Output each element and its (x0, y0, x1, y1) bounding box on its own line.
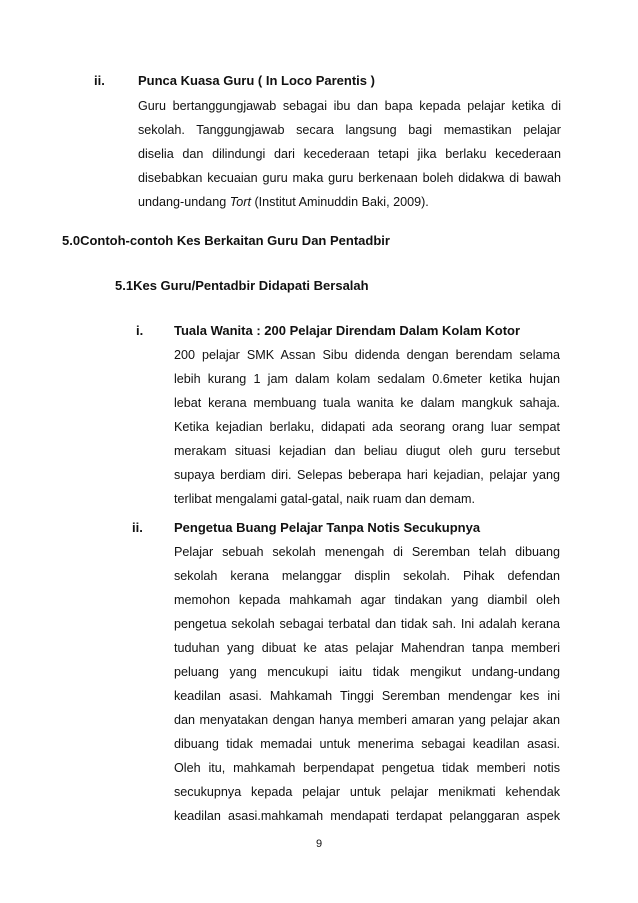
paragraph-line: merakam situasi kejadian dan beliau diugut oleh guru tersebut (174, 444, 560, 458)
case-number: ii. (132, 520, 143, 535)
paragraph-line: Guru bertanggungjawab sebagai ibu dan bapa kepada pelajar ketika di (138, 99, 561, 113)
paragraph-line: diselia dan dilindungi dari kecederaan tetapi jika berlaku kecederaan (138, 147, 561, 161)
paragraph-line: Ketika kejadian berlaku, didapati ada seorang orang luar sempat (174, 420, 560, 434)
paragraph-line: dibuang tidak memadai untuk menerima sebagai keadilan asasi. (174, 737, 560, 751)
paragraph-line: dan menyatakan dengan hanya memberi amaran yang pelajar akan (174, 713, 560, 727)
text-run: undang-undang (138, 195, 230, 209)
paragraph-line (138, 190, 561, 214)
item-paragraph (138, 94, 561, 214)
paragraph-line: sekolah kerana melanggar displin sekolah. Pihak defendan (174, 569, 560, 583)
paragraph-line: supaya berdiam diri. Selepas beberapa hari kejadian, pelajar yang (174, 468, 560, 482)
paragraph-line: keadilan asasi. Mahkamah Tinggi Seremban mendengar kes ini (174, 689, 560, 703)
paragraph-line: Pelajar sebuah sekolah menengah di Seremban telah dibuang (174, 545, 560, 559)
paragraph-line: keadilan asasi.mahkamah mendapati terdapat pelanggaran aspek (174, 809, 560, 823)
case-paragraph (174, 540, 560, 828)
item-number: ii. (94, 73, 105, 88)
paragraph-line: tuduhan yang dibuat ke atas pelajar Mahendran tanpa memberi (174, 641, 560, 655)
subsection-heading: 5.1Kes Guru/Pentadbir Didapati Bersalah (115, 278, 369, 293)
paragraph-line: disebabkan kecuaian guru maka guru berkenaan boleh didakwa di bawah (138, 171, 561, 185)
page-number: 9 (315, 838, 323, 850)
paragraph-line: 200 pelajar SMK Assan Sibu didenda dengan berendam selama (174, 348, 560, 362)
citation: (Institut Aminuddin Baki, 2009). (250, 195, 429, 209)
paragraph-line: Oleh itu, mahkamah berpendapat pengetua tidak memberi notis (174, 761, 560, 775)
italic-term: Tort (229, 195, 251, 209)
case-paragraph (174, 343, 560, 511)
paragraph-line: peluang yang mencukupi iaitu tidak mengikut undang-undang (174, 665, 560, 679)
paragraph-line: pengetua sekolah sebagai terbatal dan tidak sah. Ini adalah kerana (174, 617, 560, 631)
paragraph-line: sekolah. Tanggungjawab secara langsung bagi memastikan pelajar (138, 123, 561, 137)
paragraph-line: terlibat mengalami gatal-gatal, naik ruam dan demam. (174, 492, 476, 506)
paragraph-line: memohon kepada mahkamah agar tindakan yang diambil oleh (174, 593, 560, 607)
case-number: i. (136, 323, 144, 338)
case-title: Pengetua Buang Pelajar Tanpa Notis Secukupnya (174, 520, 481, 535)
paragraph-line: lebih kurang 1 jam dalam kolam sedalam 0.6meter ketika hujan (174, 372, 560, 386)
item-title: Punca Kuasa Guru ( In Loco Parentis ) (138, 73, 375, 88)
paragraph-line: secukupnya kepada pelajar untuk pelajar menikmati kehendak (174, 785, 560, 799)
case-title: Tuala Wanita : 200 Pelajar Direndam Dalam Kolam Kotor (174, 323, 521, 338)
section-heading: 5.0Contoh-contoh Kes Berkaitan Guru Dan Pentadbir (62, 233, 390, 248)
paragraph-line: lebat kerana membuang tuala wanita ke dalam mangkuk sahaja. (174, 396, 560, 410)
